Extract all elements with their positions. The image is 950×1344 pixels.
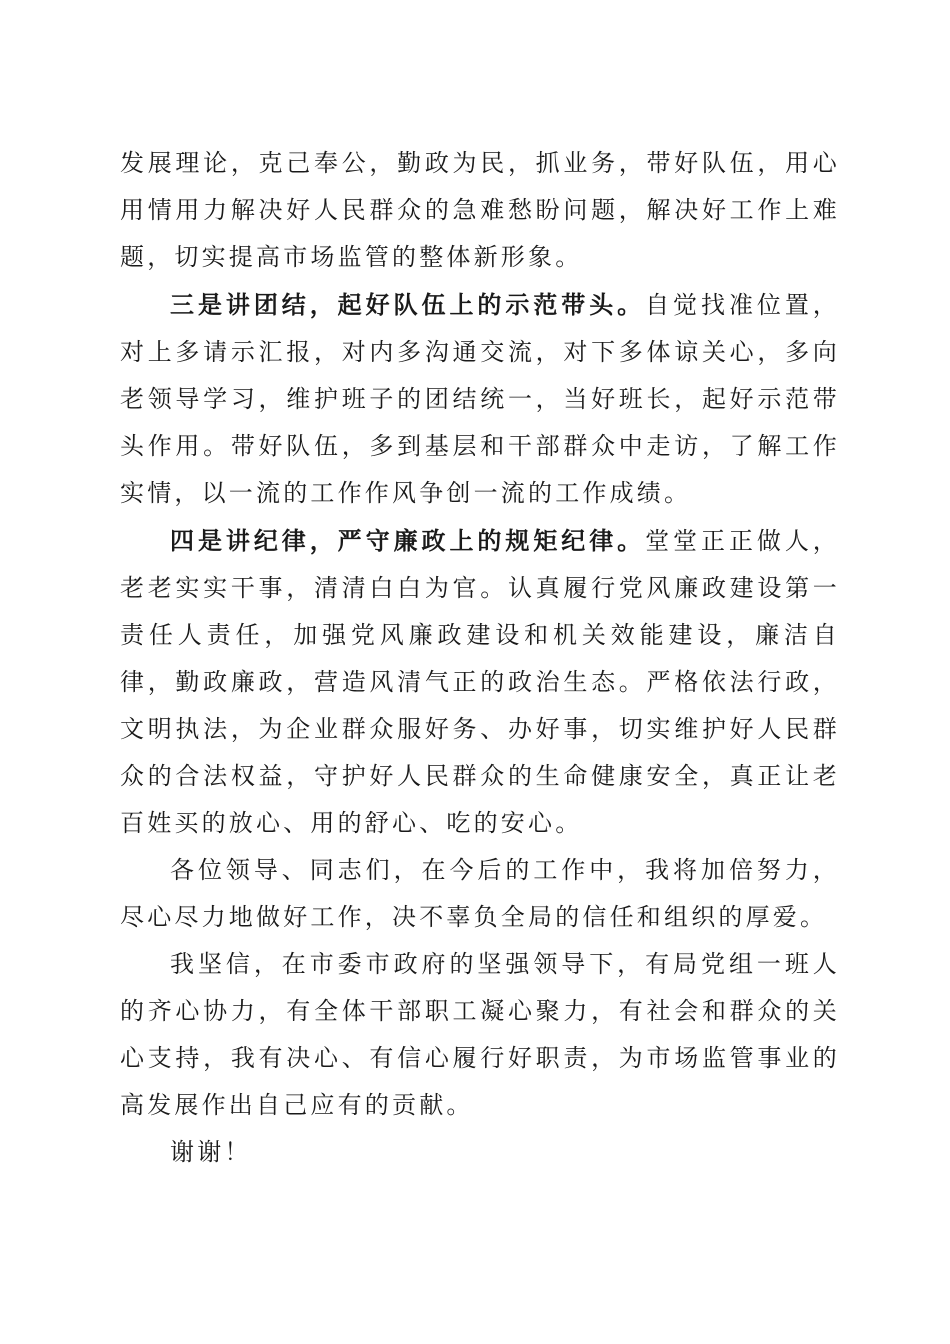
paragraph-text: 谢谢！ [170,1138,252,1166]
paragraph-text: 堂堂正正做人，老老实实干事，清清白白为官。认真履行党风廉政建设第一责任人责任，加强党风廉政建设和机关效能建设，廉洁自律，勤政廉政，营造风清气正的政治生态。严格依法行政，文明执法，为企业群众服好务、办好事，切实维护好人民群众的合法权益，守护好人民群众的生命健康安全，真正让老百姓买的放心、用的舒心、吃的安心。 [120,527,840,837]
paragraph-heading: 四是讲纪律，严守廉政上的规矩纪律。 [170,526,646,555]
paragraph-heading: 三是讲团结，起好队伍上的示范带头。 [170,290,646,319]
paragraph-text: 各位领导、同志们，在今后的工作中，我将加倍努力，尽心尽力地做好工作，决不辜负全局的信任和组织的厚爱。 [120,856,840,931]
paragraph-text: 自觉找准位置，对上多请示汇报，对内多沟通交流，对下多体谅关心，多向老领导学习，维护班子的团结统一，当好班长，起好示范带头作用。带好队伍，多到基层和干部群众中走访，了解工作实情，以一流的工作作风争创一流的工作成绩。 [120,291,840,507]
paragraph-unity [120,281,840,517]
document-body [120,140,840,1176]
paragraph-text: 我坚信，在市委市政府的坚强领导下，有局党组一班人的齐心协力，有全体干部职工凝心聚力，有社会和群众的关心支持，我有决心、有信心履行好职责，为市场监管事业的高发展作出自己应有的贡献。 [120,950,840,1119]
paragraph-discipline [120,517,840,847]
paragraph-continuation [120,140,840,281]
paragraph-commitment [120,847,840,941]
paragraph-thanks [120,1129,840,1176]
paragraph-text: 发展理论，克己奉公，勤政为民，抓业务，带好队伍，用心用情用力解决好人民群众的急难愁盼问题，解决好工作上难题，切实提高市场监管的整体新形象。 [120,149,840,271]
paragraph-belief [120,941,840,1129]
